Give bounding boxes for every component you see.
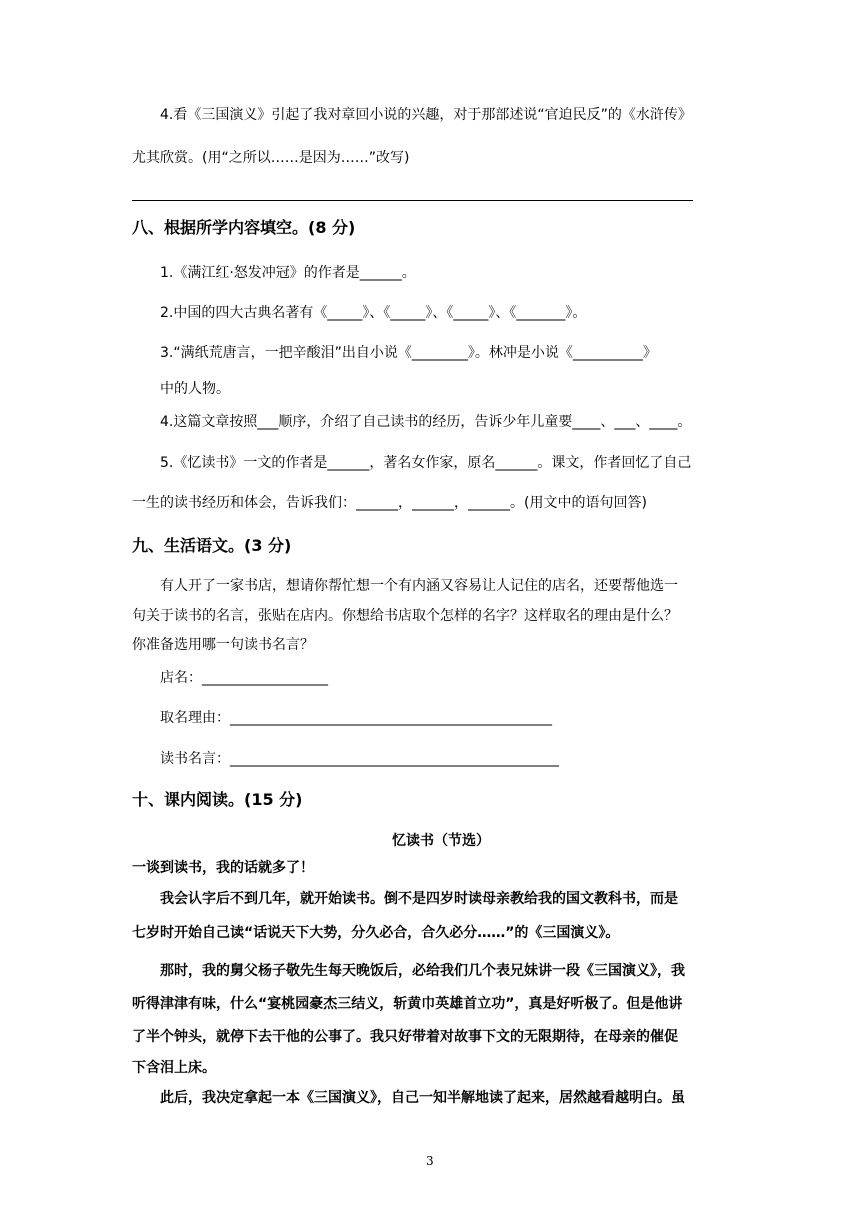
section-8-item-4: 4.这篇文章按照___顺序，介绍了自己读书的经历，告诉少年儿童要____、___、____。 xyxy=(160,414,692,430)
question-4-line-1: 4.看《三国演义》引起了我对章回小说的兴趣，对于那部述说“官迫民反”的《水浒传》 xyxy=(160,107,692,123)
section-8-item-3-line-1: 3.“满纸荒唐言，一把辛酸泪”出自小说《________》。林冲是小说《__________》 xyxy=(160,345,657,361)
section-9-para-line-1: 有人开了一家书店，想请你帮忙想一个有内涵又容易让人记住的店名，还要帮他选一 xyxy=(160,578,678,594)
section-9-para-line-3: 你准备选用哪一句读书名言？ xyxy=(132,637,314,653)
shop-name-field: 店名：__________________ xyxy=(160,670,328,686)
passage-para-3-line-1: 那时，我的舅父杨子敬先生每天晚饭后，必给我们几个表兄妹讲一段《三国演义》，我 xyxy=(160,963,685,979)
section-8-item-3-line-2: 中的人物。 xyxy=(160,381,230,397)
passage-para-2-line-2: 七岁时开始自己读“话说天下大势，分久必合，合久必分……”的《三国演义》。 xyxy=(132,925,620,941)
section-8-item-1: 1.《满江红·怒发冲冠》的作者是______。 xyxy=(160,265,416,281)
reading-quote-field: 读书名言：_______________________________________________ xyxy=(160,751,559,767)
answer-line xyxy=(132,200,693,201)
section-8-item-2: 2.中国的四大古典名著有《_____》、《_____》、《_____》、《_______》。 xyxy=(160,305,587,321)
section-10-heading: 十、课内阅读。(15 分) xyxy=(132,790,303,809)
section-8-heading: 八、根据所学内容填空。(8 分) xyxy=(132,218,356,237)
passage-para-1: 一谈到读书，我的话就多了！ xyxy=(132,860,314,876)
passage-para-2-line-1: 我会认字后不到几年，就开始读书。倒不是四岁时读母亲教给我的国文教科书，而是 xyxy=(160,891,678,907)
passage-para-3-line-3: 了半个钟头，就停下去干他的公事了。我只好带着对故事下文的无限期待，在母亲的催促 xyxy=(132,1029,678,1045)
page-number: 3 xyxy=(426,1154,434,1168)
naming-reason-field: 取名理由：______________________________________________ xyxy=(160,710,552,726)
passage-para-4-line-1: 此后，我决定拿起一本《三国演义》，自己一知半解地读了起来，居然越看越明白。虽 xyxy=(160,1090,685,1106)
section-9-para-line-2: 句关于读书的名言，张贴在店内。你想给书店取个怎样的名字？这样取名的理由是什么？ xyxy=(132,608,678,624)
section-8-item-5-line-1: 5.《忆读书》一文的作者是______，著名女作家，原名______。课文，作者回忆了自己 xyxy=(160,455,692,471)
passage-title: 忆读书（节选） xyxy=(392,833,490,849)
section-8-item-5-line-2: 一生的读书经历和体会，告诉我们：______，______，______。(用文中的语句回答) xyxy=(132,495,647,511)
passage-para-3-line-2: 听得津津有味，什么“宴桃园豪杰三结义，斩黄巾英雄首立功”，真是好听极了。但是他讲 xyxy=(132,996,683,1012)
passage-para-3-line-4: 下含泪上床。 xyxy=(132,1060,216,1076)
section-9-heading: 九、生活语文。(3 分) xyxy=(132,536,292,555)
question-4-line-2: 尤其欣赏。(用“之所以……是因为……”改写) xyxy=(132,150,410,166)
